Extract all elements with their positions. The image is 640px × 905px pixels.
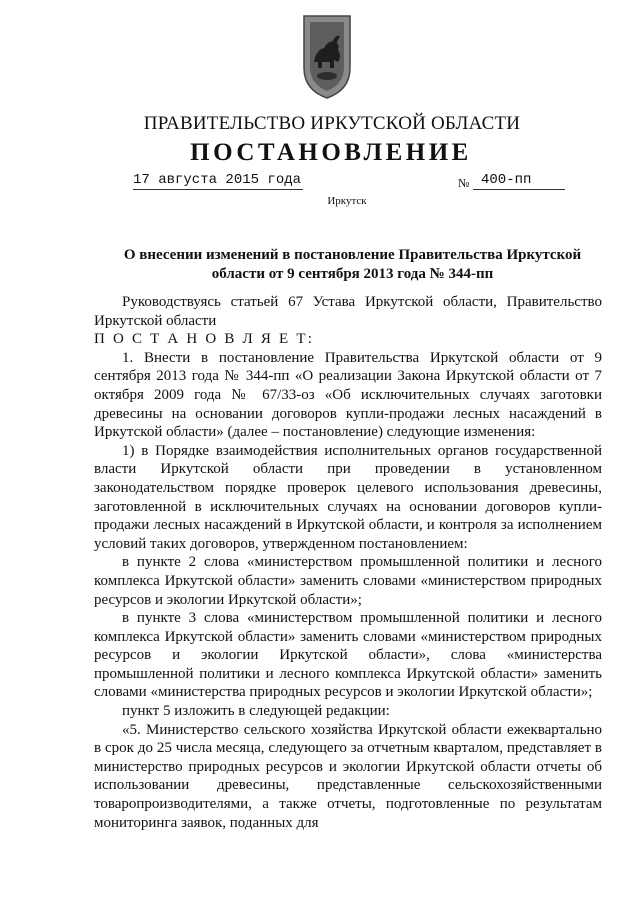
paragraph-4: в пункте 3 слова «министерством промышленной политики и лесного комплекса Иркутской области» заменить словами «министерством природных ресурсов и экологии Иркутской области», слова «министерства промышленной политики и лесного комплекса Иркутской области» заменить словами «министерства природных ресурсов и экологии Иркутской области»; (94, 610, 602, 701)
document-number: 400-пп (473, 172, 565, 190)
document-title: О внесении изменений в постановление Правительства Иркутской области от 9 сентября 2013 года № 344-пп (123, 247, 582, 282)
government-name: ПРАВИТЕЛЬСТВО ИРКУТСКОЙ ОБЛАСТИ (143, 113, 521, 134)
paragraph-6: «5. Министерство сельского хозяйства Иркутской области ежеквартально в срок до 25 числа месяца, следующего за отчетным кварталом, представляет в министерство природных ресурсов и экологии Иркутской области отчеты об использовании древесины, представленные сельскохозяйственными товаропроизводителями, а также отчеты, подготовленные по результатам мониторинга заявок, поданных для (94, 721, 602, 831)
paragraph-5: пункт 5 изложить в следующей редакции: (122, 703, 390, 720)
irkutsk-coat-of-arms-icon (298, 12, 356, 100)
document-body (94, 293, 602, 832)
document-date: 17 августа 2015 года (133, 172, 302, 188)
paragraph-3: в пункте 2 слова «министерством промышленной политики и лесного комплекса Иркутской области» заменить словами «министерством природных ресурсов и экологии Иркутской области»; (94, 554, 602, 608)
paragraph-2: 1) в Порядке взаимодействия исполнительных органов государственной власти Иркутской области при проведении в установленном законодательством порядке проверок целевого использования древесины, заготовленной в исключительных случаях на основании договоров купли-продажи лесных насаждений в Иркутской области, и контроля за исполнением условий таких договоров, утвержденном постановлением: (94, 442, 602, 552)
city-name: Иркутск (327, 195, 367, 207)
decree-heading: П О С Т А Н О В Л Я Е Т: (94, 331, 315, 348)
paragraph-1: 1. Внести в постановление Правительства Иркутской области от 9 сентября 2013 года № 344-пп «О реализации Закона Иркутской области от 7 октября 2009 года № 67/33-оз «Об исключительных случаях заготовки древесины на основании договоров купли-продажи лесных насаждений в Иркутской области» (далее – постановление) следующие изменения: (94, 349, 602, 441)
document-type: ПОСТАНОВЛЕНИЕ (190, 139, 472, 166)
intro-paragraph: Руководствуясь статьей 67 Устава Иркутской области, Правительство Иркутской области (94, 294, 602, 329)
number-label: № (458, 176, 470, 190)
